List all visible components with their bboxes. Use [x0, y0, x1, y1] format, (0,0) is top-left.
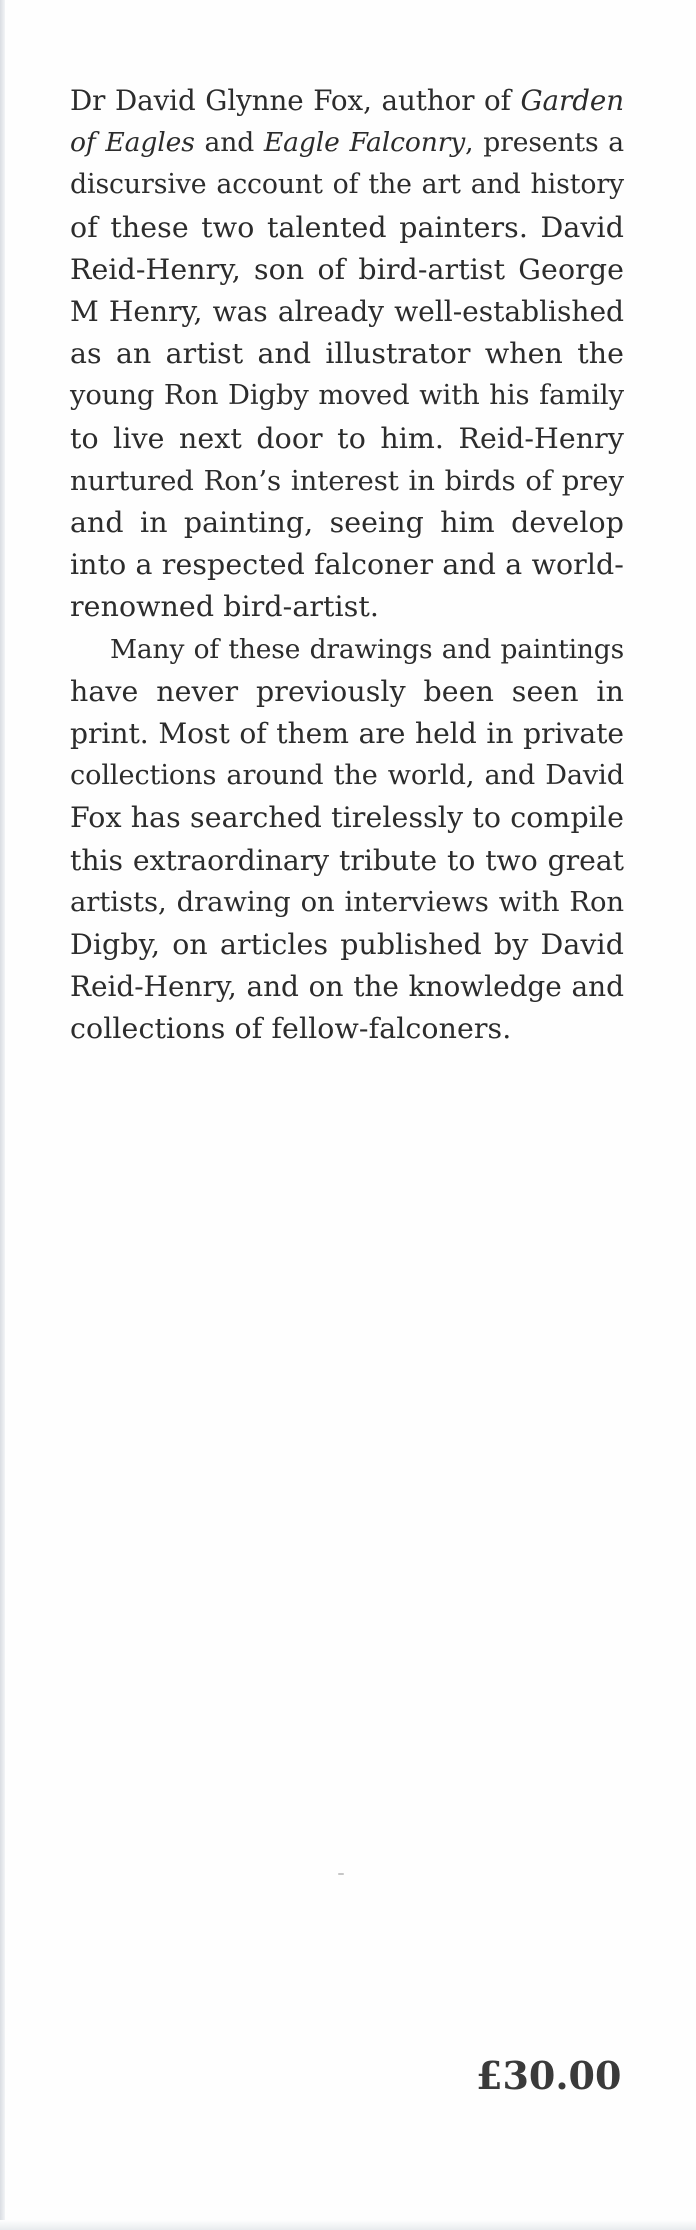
cover-left-edge: [0, 0, 5, 2230]
blurb-line: Fox has searched tirelessly to compile: [70, 801, 624, 835]
cover-bottom-edge: [0, 2220, 696, 2230]
blurb-line: to live next door to him. Reid-Henry: [70, 421, 624, 455]
blurb-line: Dr David Glynne Fox, author of Garden: [70, 84, 624, 117]
blurb-line: Reid-Henry, and on the knowledge and: [70, 970, 624, 1004]
paper-speck: [338, 1873, 344, 1875]
blurb-line: collections around the world, and David: [70, 760, 624, 792]
blurb-line: print. Most of them are held in private: [70, 717, 624, 751]
blurb-paragraph-2: [70, 629, 624, 1051]
blurb-line: Digby, on articles published by David: [70, 928, 624, 962]
blurb-line: artists, drawing on interviews with Ron: [70, 886, 624, 918]
blurb-line: collections of fellow-falconers.: [70, 1012, 512, 1046]
blurb-line: nurtured Ron’s interest in birds of prey: [70, 464, 624, 497]
blurb-line: as an artist and illustrator when the: [70, 337, 624, 371]
blurb-line: have never previously been seen in: [70, 674, 624, 708]
blurb-paragraph-1: [70, 80, 624, 629]
blurb-line: of Eagles and Eagle Falconry, presents a: [70, 127, 624, 159]
blurb-line: renowned bird-artist.: [70, 590, 380, 624]
blurb-line: this extraordinary tribute to two great: [70, 843, 624, 877]
blurb-line: discursive account of the art and history: [70, 169, 624, 201]
blurb-line: of these two talented painters. David: [70, 210, 624, 244]
blurb-line: Many of these drawings and paintings: [110, 633, 624, 665]
blurb-line: and in painting, seeing him develop: [70, 506, 624, 540]
blurb-line: M Henry, was already well-established: [70, 295, 624, 329]
blurb-text: [70, 80, 624, 1051]
blurb-line: Reid-Henry, son of bird-artist George: [70, 252, 624, 286]
price-label: £30.00: [476, 2053, 622, 2098]
blurb-line: young Ron Digby moved with his family: [70, 380, 624, 412]
blurb-line: into a respected falconer and a world-: [70, 548, 624, 582]
